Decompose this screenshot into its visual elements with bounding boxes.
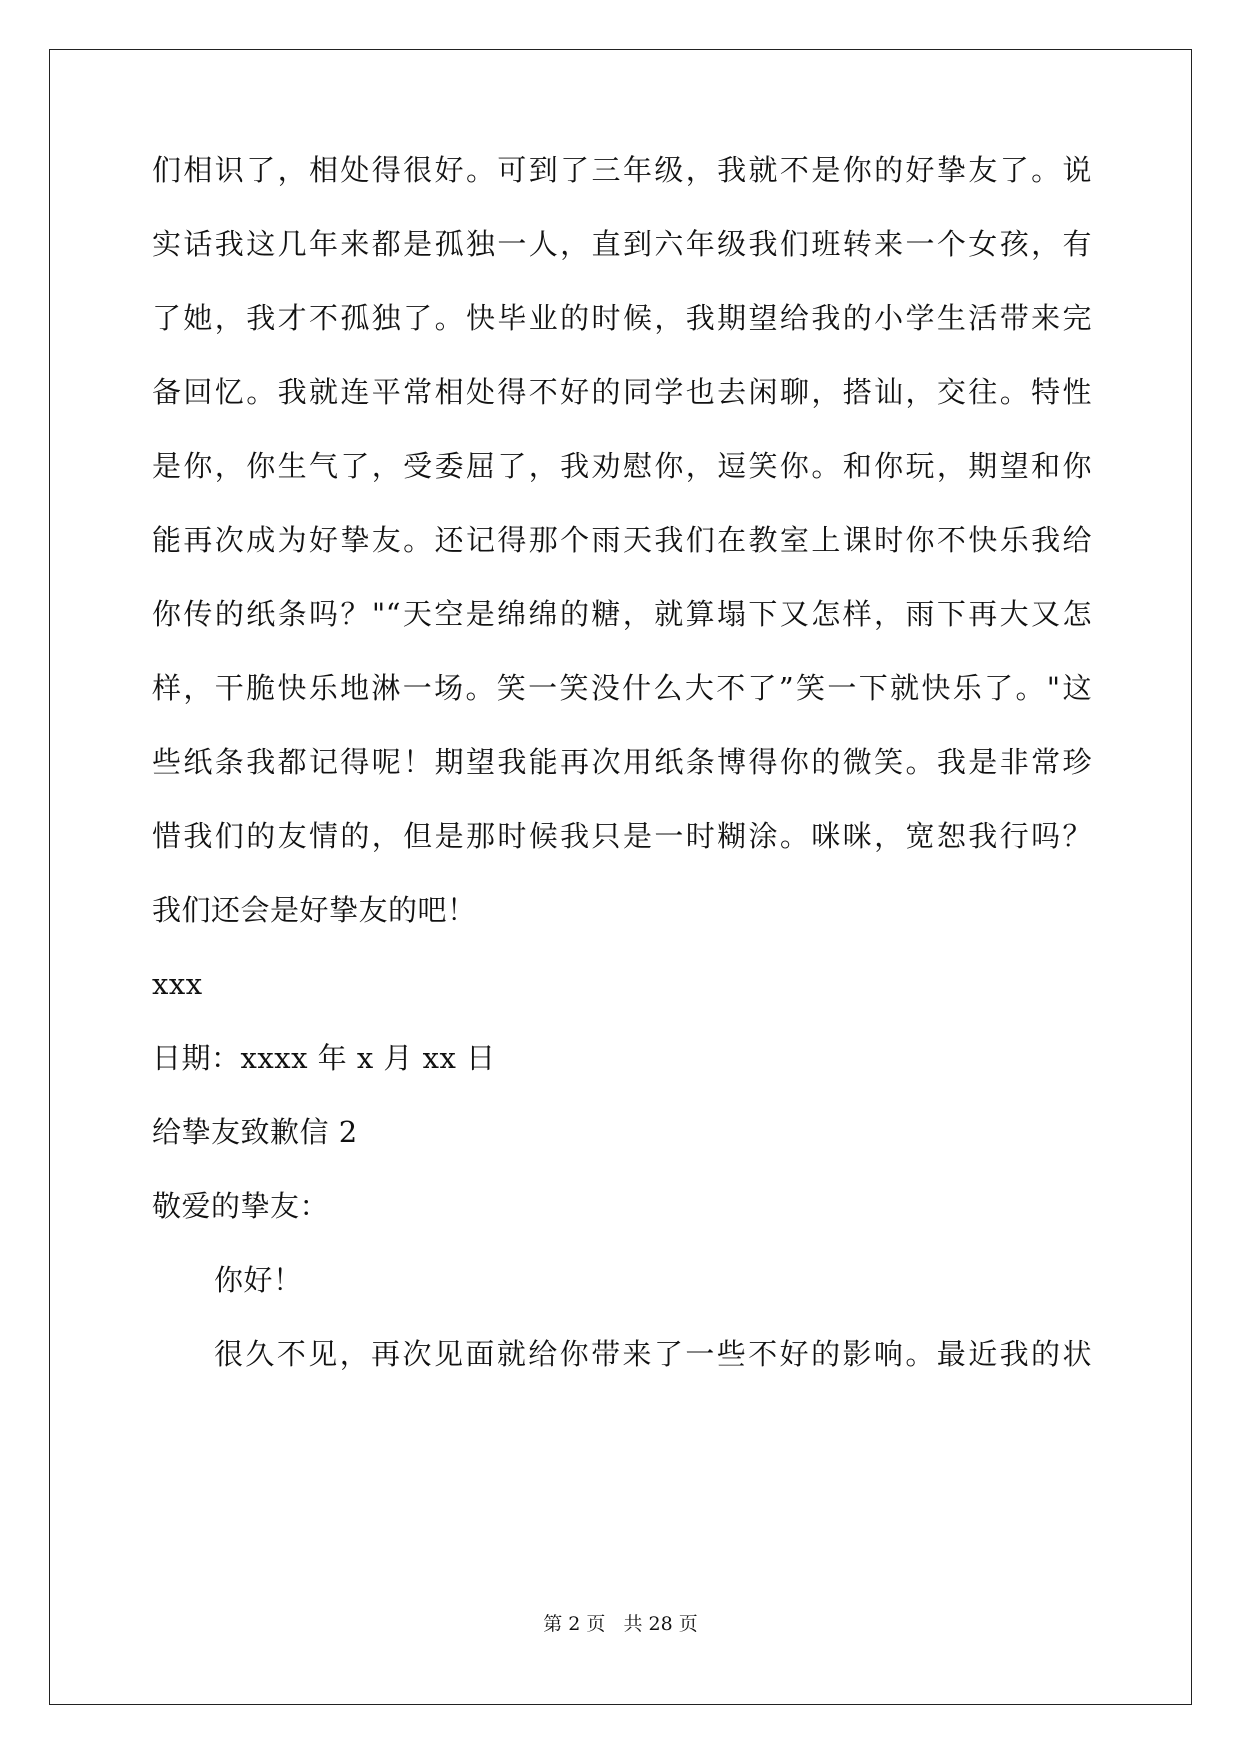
- page-footer: 第 2 页 共 28 页: [543, 1613, 698, 1635]
- body-line-10: 惜我们的友情的，但是那时候我只是一时糊涂。咪咪，宽恕我行吗？: [152, 819, 1092, 853]
- greeting: 你好！: [214, 1263, 303, 1297]
- letter2-title: 给挚友致歉信 2: [152, 1115, 358, 1149]
- body-line-5: 是你，你生气了，受委屈了，我劝慰你，逗笑你。和你玩，期望和你: [152, 449, 1092, 483]
- page-border: [49, 49, 1192, 1705]
- body-line-7: 你传的纸条吗？"“天空是绵绵的糖，就算塌下又怎样，雨下再大又怎: [152, 597, 1092, 631]
- date-line: 日期：xxxx 年 x 月 xx 日: [152, 1041, 496, 1075]
- body-line-8: 样，干脆快乐地淋一场。笑一笑没什么大不了”笑一下就快乐了。"这: [152, 671, 1092, 705]
- body-line-1: 们相识了，相处得很好。可到了三年级，我就不是你的好挚友了。说: [152, 153, 1092, 187]
- body-line-6: 能再次成为好挚友。还记得那个雨天我们在教室上课时你不快乐我给: [152, 523, 1092, 557]
- body-line-2: 实话我这几年来都是孤独一人，直到六年级我们班转来一个女孩，有: [152, 227, 1092, 261]
- body-line-9: 些纸条我都记得呢！期望我能再次用纸条博得你的微笑。我是非常珍: [152, 745, 1092, 779]
- body-line-11: 我们还会是好挚友的吧！: [152, 893, 477, 927]
- salutation: 敬爱的挚友：: [152, 1189, 330, 1223]
- signature: xxx: [152, 967, 203, 1001]
- body-line-3: 了她，我才不孤独了。快毕业的时候，我期望给我的小学生活带来完: [152, 301, 1092, 335]
- body-line-4: 备回忆。我就连平常相处得不好的同学也去闲聊，搭讪，交往。特性: [152, 375, 1092, 409]
- letter2-first-line: 很久不见，再次见面就给你带来了一些不好的影响。最近我的状: [214, 1337, 1092, 1371]
